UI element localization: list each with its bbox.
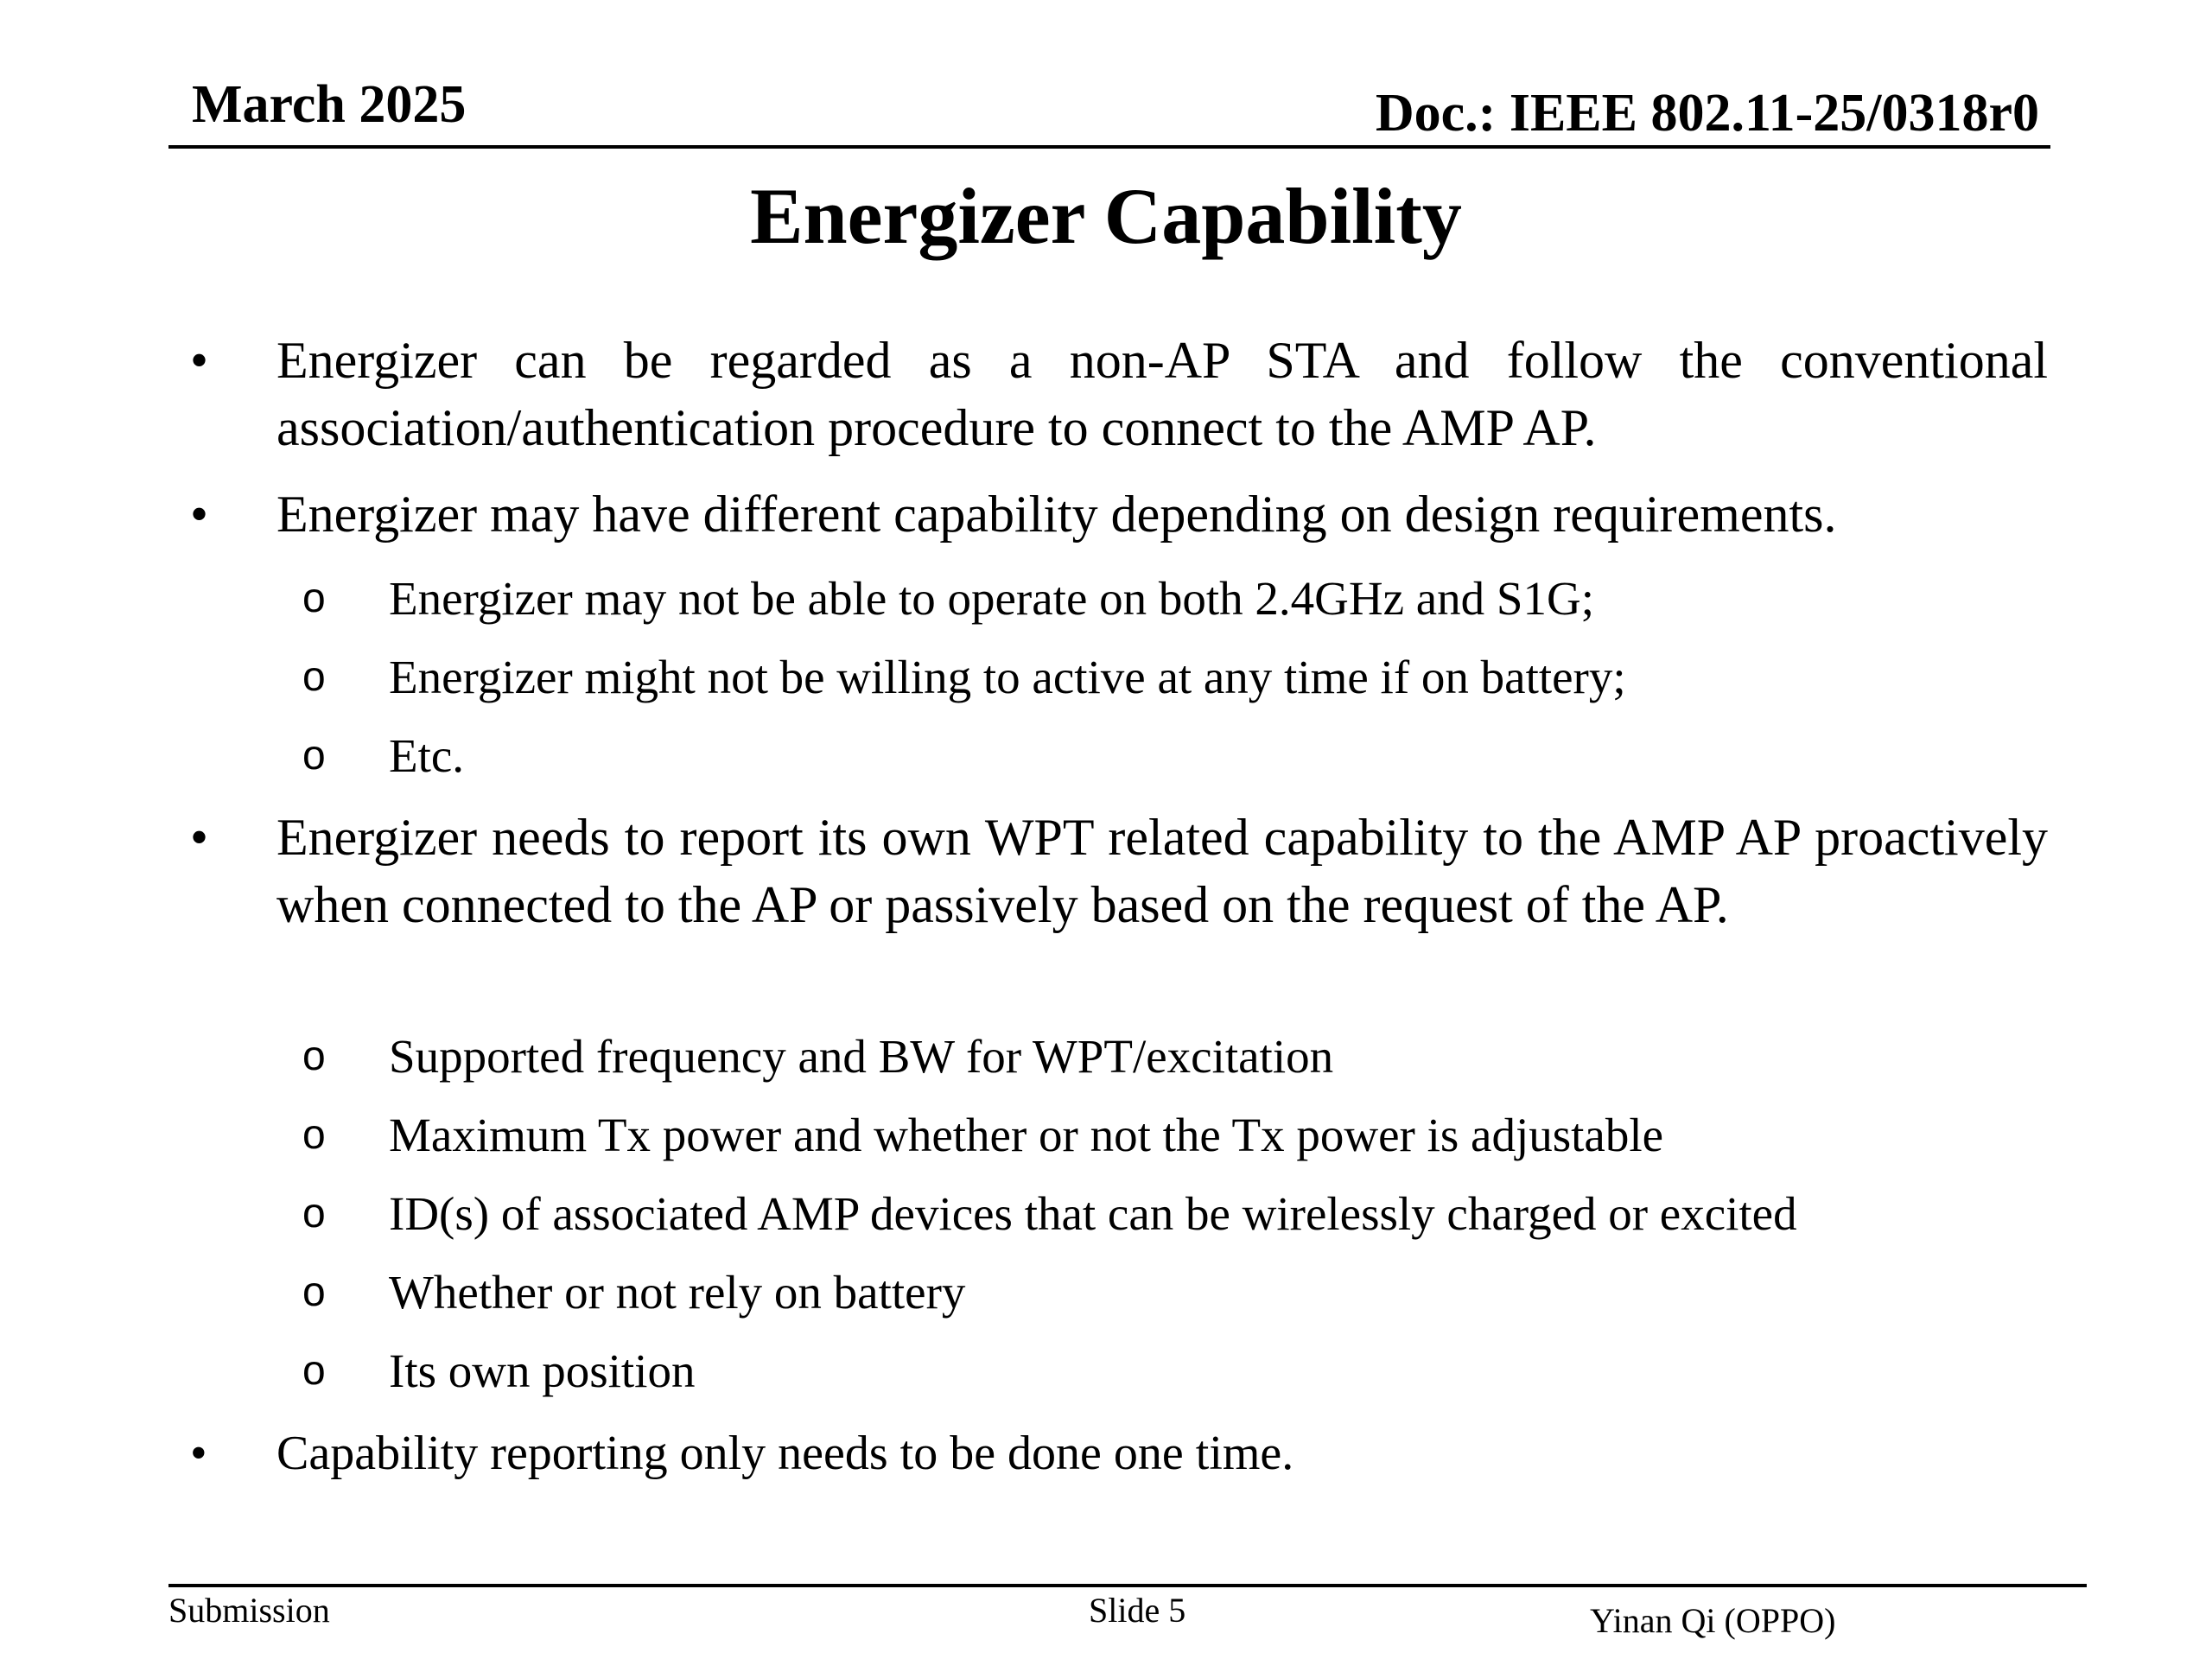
sub-bullet-marker: o [302,1348,326,1394]
sub-bullet-item [302,1105,2031,1166]
footer-submission: Submission [168,1591,330,1630]
header-doc-id: Doc.: IEEE 802.11-25/0318r0 [1375,84,2039,143]
bullet-marker: • [190,1427,207,1480]
bullet-text: Energizer can be regarded as a non-AP STA and follow the conventional association/authentication procedure to connect to the AMP AP. [276,332,2048,456]
sub-bullet-item [302,1184,2031,1244]
bullet-item [190,480,2048,548]
header-date: March 2025 [192,75,467,134]
bullet-text: Capability reporting only needs to be done one time. [276,1427,1294,1480]
sub-bullet-text: ID(s) of associated AMP devices that can be wirelessly charged or excited [389,1187,1797,1240]
sub-bullet-marker: o [302,733,326,779]
bullet-text: Energizer needs to report its own WPT related capability to the AMP AP proactively when connected to the AP or passively based on the request of the AP. [276,809,2048,933]
sub-bullet-item [302,647,2031,708]
sub-bullet-item [302,1341,2031,1402]
sub-bullet-marker: o [302,654,326,700]
bullet-item [190,327,2048,461]
sub-bullet-text: Whether or not rely on battery [389,1266,966,1319]
sub-bullet-item [302,1027,2031,1087]
slide-title: Energizer Capability [750,172,1462,260]
sub-bullet-marker: o [302,1269,326,1315]
sub-bullet-marker: o [302,575,326,621]
bullet-text: Energizer may have different capability depending on design requirements. [276,486,1837,543]
bullet-marker: • [190,486,209,543]
footer-slide-number: Slide 5 [1089,1591,1186,1630]
bullet-marker: • [190,809,209,866]
sub-bullet-text: Its own position [389,1344,696,1397]
footer-author: Yinan Qi (OPPO) [1590,1601,1836,1640]
sub-bullet-item [302,1262,2031,1323]
sub-bullet-item [302,726,2031,786]
sub-bullet-text: Energizer may not be able to operate on both 2.4GHz and S1G; [389,572,1594,625]
sub-bullet-text: Etc. [389,729,465,782]
sub-bullet-text: Maximum Tx power and whether or not the Tx power is adjustable [389,1109,1664,1161]
bullet-item [190,1420,2048,1487]
sub-bullet-text: Energizer might not be willing to active at any time if on battery; [389,651,1626,703]
bullet-marker: • [190,332,209,389]
sub-bullet-marker: o [302,1112,326,1158]
bullet-item [190,804,2048,938]
footer-divider [168,1584,2087,1587]
sub-bullet-item [302,569,2031,629]
sub-bullet-marker: o [302,1033,326,1079]
sub-bullet-text: Supported frequency and BW for WPT/excitation [389,1030,1334,1083]
sub-bullet-marker: o [302,1191,326,1236]
